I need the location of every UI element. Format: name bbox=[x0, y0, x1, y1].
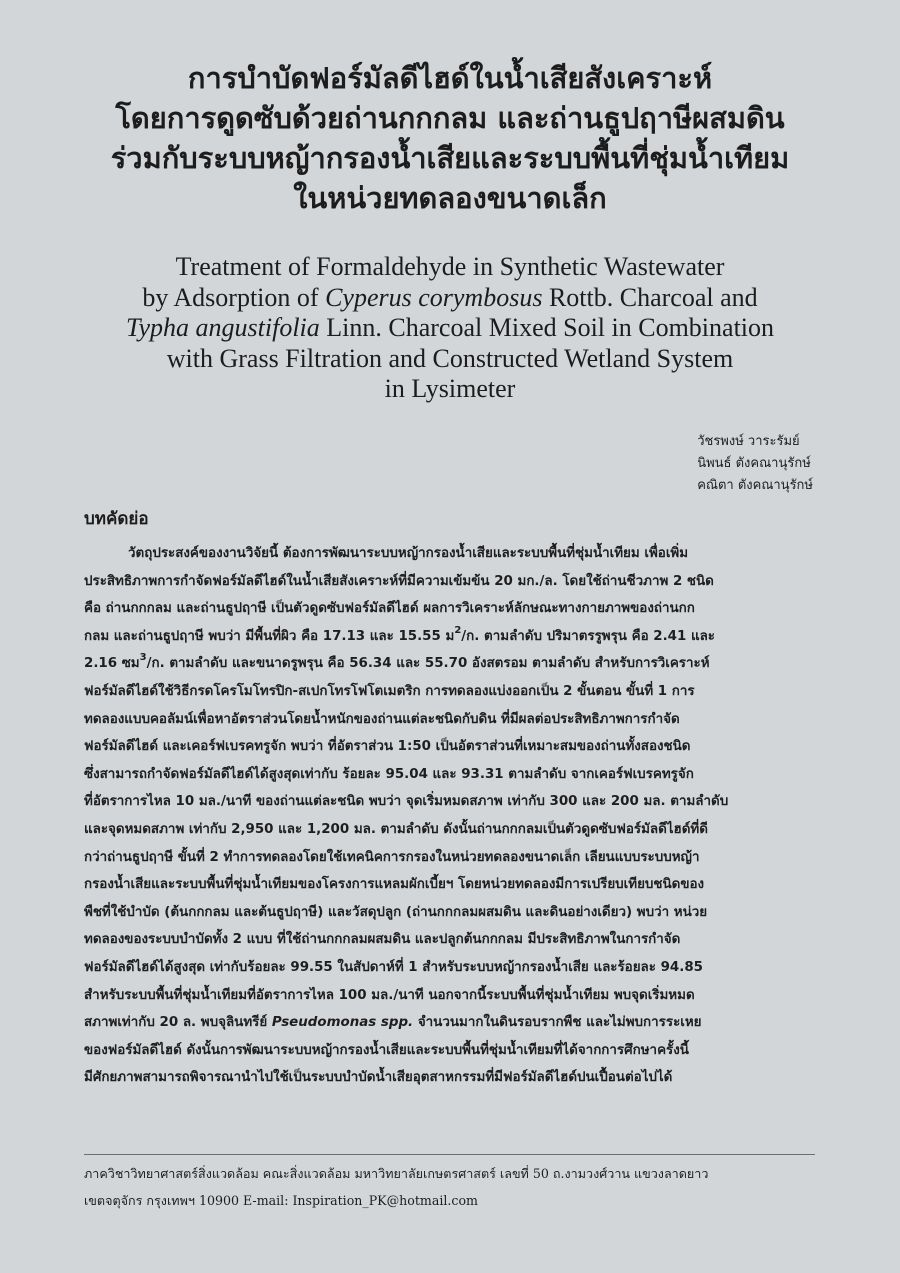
abstract-line: ทดลองแบบคอลัมน์เพื่อหาอัตราส่วนโดยน้ำหนักของถ่านแต่ละชนิดกับดิน ที่มีผลต่อประสิทธิภาพการกำจัด bbox=[84, 711, 680, 727]
author-list bbox=[697, 431, 813, 497]
thai-title bbox=[0, 58, 900, 218]
abstract-text: สภาพเท่ากับ 20 ล. พบจุลินทรีย์ bbox=[84, 1015, 272, 1031]
superscript: 2 bbox=[454, 624, 462, 636]
abstract-line: ฟอร์มัลดีไฮด์ใช้วิธีกรดโครโมโทรปิก-สเปกโทรโฟโตเมตริก การทดลองแบ่งออกเป็น 2 ขั้นตอน ขั้นที่ 1 การ bbox=[84, 683, 695, 699]
thai-title-line: การบำบัดฟอร์มัลดีไฮด์ในน้ำเสียสังเคราะห์ bbox=[187, 61, 713, 95]
thai-title-line: โดยการดูดซับด้วยถ่านกกกลม และถ่านธูปฤาษีผสมดิน bbox=[115, 101, 785, 135]
abstract-line bbox=[84, 650, 816, 678]
abstract-line: กว่าถ่านธูปฤาษี ขั้นที่ 2 ทำการทดลองโดยใช้เทคนิคการกรองในหน่วยทดลองขนาดเล็ก เลียนแบบระบบหญ้า bbox=[84, 849, 700, 865]
abstract-text: กลม และถ่านธูปฤาษี พบว่า มีพื้นที่ผิว คือ 17.13 และ 15.55 ม bbox=[84, 628, 455, 644]
abstract-text: 2.16 ซม bbox=[84, 656, 140, 672]
abstract-text: /ก. ตามลำดับ ปริมาตรรูพรุน คือ 2.41 และ bbox=[461, 628, 715, 644]
abstract-line: ของฟอร์มัลดีไฮด์ ดังนั้นการพัฒนาระบบหญ้ากรองน้ำเสียและระบบพื้นที่ชุ่มน้ำเทียมที่ได้จากการศึกษาครั้งนี้ bbox=[84, 1042, 689, 1058]
species-name: Cyperus corymbosus bbox=[325, 282, 543, 312]
abstract-line: คือ ถ่านกกกลม และถ่านธูปฤาษี เป็นตัวดูดซับฟอร์มัลดีไฮด์ ผลการวิเคราะห์ลักษณะทางกายภาพของถ่านกก bbox=[84, 601, 695, 617]
abstract-line: ประสิทธิภาพการกำจัดฟอร์มัลดีไฮด์ในน้ำเสียสังเคราะห์ที่มีความเข้มข้น 20 มก./ล. โดยใช้ถ่านชีวภาพ 2 ชนิด bbox=[84, 573, 714, 589]
abstract-line: ที่อัตราการไหล 10 มล./นาที ของถ่านแต่ละชนิด พบว่า จุดเริ่มหมดสภาพ เท่ากับ 300 และ 200 มล. ตามลำดับ bbox=[84, 794, 729, 810]
author-name: นิพนธ์ ตังคณานุรักษ์ bbox=[697, 456, 811, 471]
abstract-line: กรองน้ำเสียและระบบพื้นที่ชุ่มน้ำเทียมของโครงการแหลมผักเบี้ยฯ โดยหน่วยทดลองมีการเปรียบเทียบชนิดของ bbox=[84, 877, 705, 893]
abstract-heading: บทคัดย่อ bbox=[84, 509, 149, 529]
footer-divider bbox=[84, 1154, 815, 1155]
thai-title-line: ร่วมกับระบบหญ้ากรองน้ำเสียและระบบพื้นที่ชุ่มน้ำเทียม bbox=[110, 141, 790, 175]
thai-title-line: ในหน่วยทดลองขนาดเล็ก bbox=[293, 181, 607, 215]
footnote-line: เขตจตุจักร กรุงเทพฯ 10900 E-mail: Inspiration_PK@hotmail.com bbox=[84, 1193, 479, 1208]
abstract-line: มีศักยภาพสามารถพิจารณานำไปใช้เป็นระบบบำบัดน้ำเสียอุตสาหกรรมที่มีฟอร์มัลดีไฮด์ปนเปื้อนต่อไปได้ bbox=[84, 1070, 673, 1086]
english-title-line bbox=[0, 313, 900, 344]
title-text: Linn. Charcoal Mixed Soil in Combination bbox=[319, 313, 775, 342]
abstract-line: ฟอร์มัลดีไฮด์ และเคอร์ฟเบรคทรูจัก พบว่า ที่อัตราส่วน 1:50 เป็นอัตราส่วนที่เหมาะสมของถ่านทั้งสองชนิด bbox=[84, 739, 691, 755]
author-name: คณิตา ตังคณานุรักษ์ bbox=[697, 478, 813, 493]
abstract-line: พืชที่ใช้บำบัด (ต้นกกกลม และต้นธูปฤาษี) และวัสดุปลูก (ถ่านกกกลมผสมดิน และดินอย่างเดียว) พบว่า หน่วย bbox=[84, 904, 708, 920]
abstract-line: ทดลองของระบบบำบัดทั้ง 2 แบบ ที่ใช้ถ่านกกกลมผสมดิน และปลูกต้นกกกลม มีประสิทธิภาพในการกำจัด bbox=[84, 932, 681, 948]
english-title bbox=[0, 252, 900, 405]
abstract-line: และจุดหมดสภาพ เท่ากับ 2,950 และ 1,200 มล. ตามลำดับ ดังนั้นถ่านกกกลมเป็นตัวดูดซับฟอร์มัลดีไฮด์ที่ดี bbox=[84, 821, 708, 837]
abstract-line: วัตถุประสงค์ของงานวิจัยนี้ ต้องการพัฒนาระบบหญ้ากรองน้ำเสียและระบบพื้นที่ชุ่มน้ำเทียม เพื่อเพิ่ม bbox=[128, 546, 689, 561]
footnote-line: ภาควิชาวิทยาศาสตร์สิ่งแวดล้อม คณะสิ่งแวดล้อม มหาวิทยาลัยเกษตรศาสตร์ เลขที่ 50 ถ.งามวงศ์วาน แขวงลาดยาว bbox=[84, 1166, 709, 1181]
abstract-line: ฟอร์มัลดีไฮด์ได้สูงสุด เท่ากับร้อยละ 99.55 ในสัปดาห์ที่ 1 สำหรับระบบหญ้ากรองน้ำเสีย และร้อยละ 94.85 bbox=[84, 959, 703, 975]
abstract-line bbox=[84, 1009, 816, 1037]
abstract-line bbox=[84, 623, 816, 651]
abstract-line: ซึ่งสามารถกำจัดฟอร์มัลดีไฮด์ได้สูงสุดเท่ากับ ร้อยละ 95.04 และ 93.31 ตามลำดับ จากเคอร์ฟเบรคทรูจัก bbox=[84, 766, 694, 782]
species-name: Pseudomonas spp. bbox=[271, 1015, 414, 1031]
affiliation-footnote bbox=[84, 1160, 824, 1214]
title-text: Rottb. Charcoal and bbox=[542, 282, 758, 312]
english-title-line: with Grass Filtration and Constructed Wetland System bbox=[166, 343, 734, 373]
superscript: 3 bbox=[139, 652, 147, 664]
english-title-line bbox=[0, 283, 900, 314]
author-name: วัชรพงษ์ วาระรัมย์ bbox=[697, 434, 800, 449]
title-text: by Adsorption of bbox=[142, 282, 326, 312]
abstract-text: จำนวนมากในดินรอบรากพืช และไม่พบการระเหย bbox=[413, 1015, 702, 1031]
abstract-text: /ก. ตามลำดับ และขนาดรูพรุน คือ 56.34 และ 55.70 อังสตรอม ตามลำดับ สำหรับการวิเคราะห์ bbox=[146, 656, 710, 672]
abstract-line: สำหรับระบบพื้นที่ชุ่มน้ำเทียมที่อัตราการไหล 100 มล./นาที นอกจากนี้ระบบพื้นที่ชุ่มน้ำเทียม พบจุดเริ่มหมด bbox=[84, 987, 695, 1003]
species-name: Typha angustifolia bbox=[125, 313, 320, 342]
english-title-line: Treatment of Formaldehyde in Synthetic Wastewater bbox=[175, 252, 725, 281]
english-title-line: in Lysimeter bbox=[384, 374, 516, 403]
abstract-body bbox=[84, 540, 816, 1092]
